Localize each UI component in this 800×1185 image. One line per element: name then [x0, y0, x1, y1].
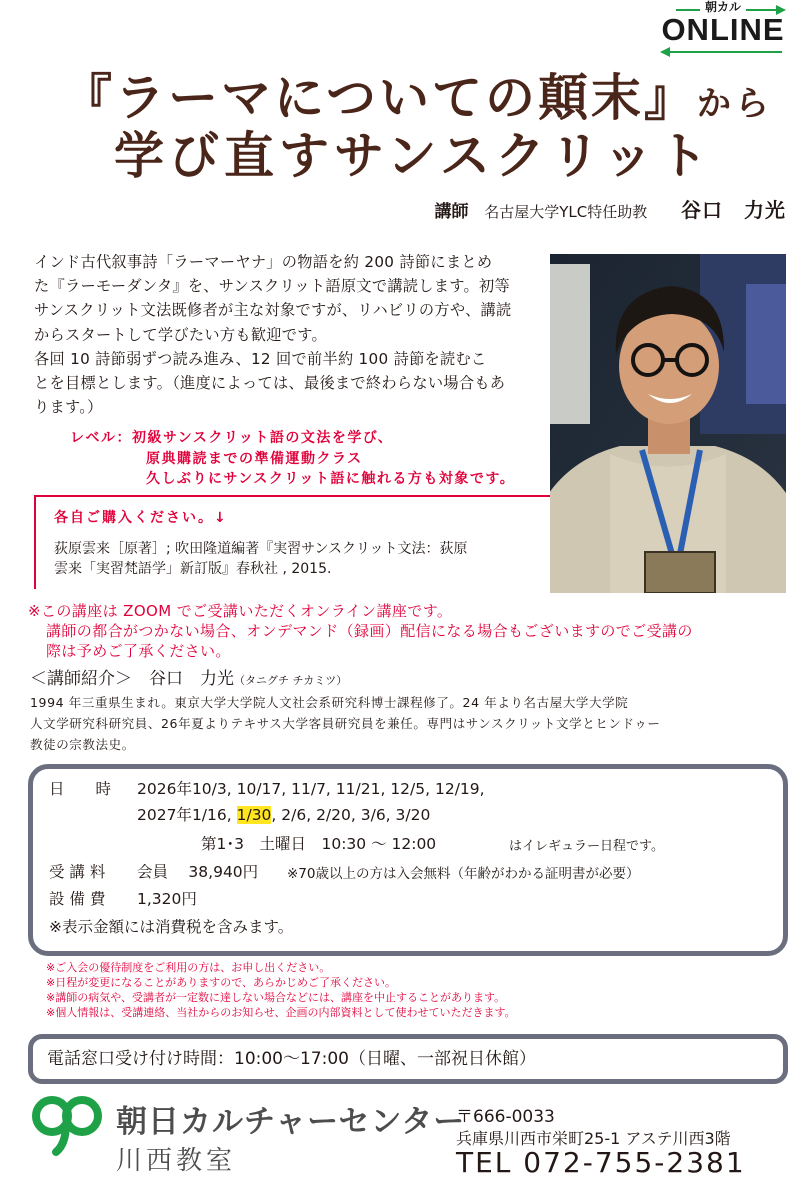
badge-online-word: ONLINE [661, 12, 785, 47]
description-line: インド古代叙事詩「ラーマーヤナ」の物語を約 200 詩節にまとめ [34, 253, 493, 271]
badge-small-label: 朝カル [704, 0, 741, 14]
fee-value: 会員 38,940円 [137, 863, 259, 881]
instructor-label: 講師 [434, 202, 469, 222]
level-note [70, 428, 550, 490]
postal-code: 〒666-0033 [456, 1107, 555, 1127]
tax-note: ※表示金額には消費税を含みます。 [49, 918, 294, 936]
notice-line: 際は予めご了承ください。 [46, 642, 231, 660]
description-line: とを目標とします。（進度によっては、最後まで終わらない場合もあ [34, 374, 506, 393]
irregular-note: はイレギュラー日程です。 [509, 839, 664, 854]
phone-hours-box: 電話窓口受け付け時間：10:00～17:00（日曜、一部祝日休館） [28, 1034, 788, 1084]
irregular-date-highlight: 1/30 [236, 806, 272, 824]
dates-line1: 2026年10/3, 10/17, 11/7, 11/21, 12/5, 12/19, [137, 780, 485, 798]
bio-line: 人文学研究科研究員、26年夏よりテキサス大学客員研究員を兼任。専門はサンスクリット文学とヒンドゥー [30, 716, 661, 731]
notice-line: 講師の都合がつかない場合、オンデマンド（録画）配信になる場合もございますのでご受講の [46, 622, 693, 640]
online-badge [658, 0, 788, 62]
address: 兵庫県川西市栄町25-1 アステ川西3階 [456, 1129, 731, 1148]
schedule-box [28, 764, 788, 956]
fee-label: 受 講 料 [49, 863, 106, 881]
online-notice [28, 601, 788, 661]
facility-value: 1,320円 [137, 890, 197, 908]
fine-print [46, 960, 786, 1020]
course-description [34, 250, 550, 419]
instructor-affiliation: 名古屋大学YLC特任助教 [484, 203, 648, 221]
textbook-line: 荻原雲来［原著］; 吹田隆道編著『実習サンスクリット文法：荻原 [54, 541, 468, 557]
bio-line: 1994 年三重県生まれ。東京大学大学院人文社会系研究科博士課程修了。24 年より名古屋大学大学院 [30, 695, 629, 710]
notice-line: ※この講座は ZOOM でご受講いただくオンライン講座です。 [28, 602, 453, 620]
branch-name: 川西教室 [116, 1146, 237, 1176]
description-line: サンスクリット文法既修者が主な対象ですが、リハビリの方や、講読 [34, 301, 512, 320]
description-line: た『ラーモーダンタ』を、サンスクリット語原文で講読します。初等 [34, 277, 511, 296]
profile-title: ＜講師紹介＞ 谷口 力光 [30, 669, 234, 689]
fine-print-line: ※個人情報は、受講連絡、当社からのお知らせ、企画の内部資料として使わせていただきます。 [46, 1006, 516, 1019]
instructor-name: 谷口 力光 [681, 198, 786, 222]
textbook-box [34, 495, 550, 589]
phone-number: TEL 072-755-2381 [456, 1146, 746, 1179]
textbook-heading: 各自ご購入ください。↓ [54, 510, 228, 526]
instructor-line [435, 194, 786, 223]
fine-print-line: ※ご入会の優待制度をご利用の方は、お申し出ください。 [46, 961, 331, 974]
textbook-reference [54, 539, 544, 579]
description-line: 各回 10 詩節弱ずつ読み進み、12 回で前半約 100 詩節を読むこ [34, 349, 487, 368]
asahi-culture-logo-icon [30, 1094, 106, 1156]
fine-print-line: ※日程が変更になることがありますので、あらかじめご了承ください。 [46, 976, 396, 989]
title-kara: から [697, 84, 773, 124]
profile-bio [30, 692, 790, 755]
facility-label: 設 備 費 [49, 890, 106, 908]
description-line: からスタートして学びたい方も歓迎です。 [34, 325, 328, 344]
profile-heading [30, 664, 347, 689]
organization-name: 朝日カルチャーセンター [116, 1104, 466, 1140]
date-label: 日 時 [49, 780, 112, 798]
title-main: 『ラーマについての顛末』 [62, 69, 697, 127]
instructor-photo [550, 254, 786, 593]
level-line: レベル：初級サンスクリット語の文法を学び、 [70, 430, 394, 446]
level-line: 久しぶりにサンスクリット語に触れる方も対象です。 [146, 471, 516, 487]
dates-line2-end: , 2/6, 2/20, 3/6, 3/20 [271, 806, 431, 824]
level-line: 原典購読までの準備運動クラス [146, 450, 363, 467]
textbook-line: 雲来「実習梵語学」新訂版』春秋社 , 2015. [54, 561, 332, 577]
class-time: 第1･3 土曜日 10:30 ～ 12:00 [201, 835, 437, 853]
dates-line2 [137, 803, 430, 825]
bio-line: 教徒の宗教法史。 [30, 737, 135, 752]
fine-print-line: ※講師の病気や、受講者が一定数に達しない場合などには、講座を中止することがあります。 [46, 991, 506, 1004]
description-line: ります。） [34, 398, 103, 417]
page-title-line2: 学び直すサンスクリット [114, 127, 713, 185]
profile-kana: （タニグチ チカミツ） [234, 674, 348, 687]
dates-line2-start: 2027年1/16, [137, 806, 237, 824]
fee-note: ※70歳以上の方は入会無料（年齢がわかる証明書が必要） [287, 866, 640, 882]
